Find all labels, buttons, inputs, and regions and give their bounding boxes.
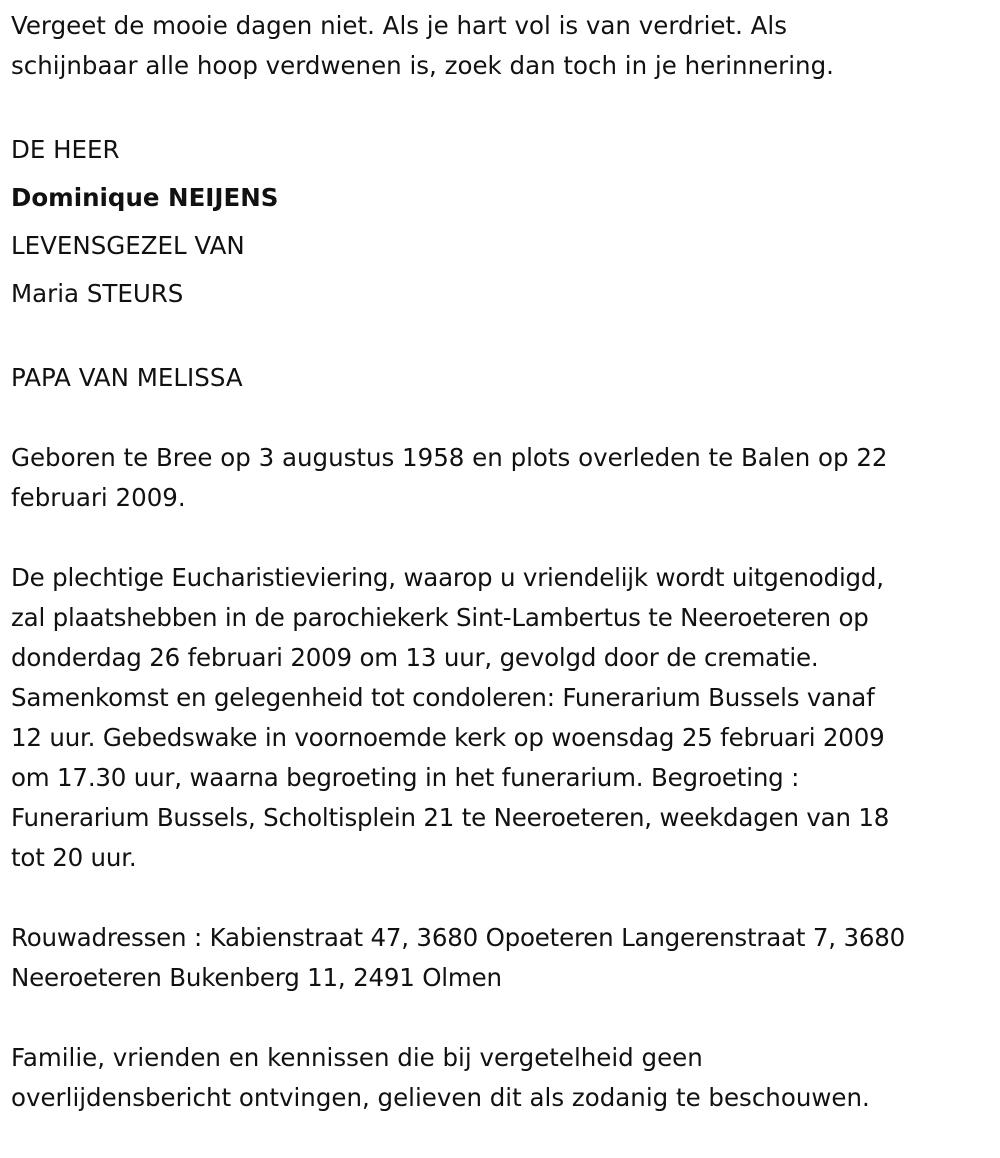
birth-death-line: februari 2009. [11, 483, 186, 512]
birth-death-paragraph [11, 438, 991, 518]
ceremony-line: 12 uur. Gebedswake in voornoemde kerk op woensdag 25 februari 2009 [11, 723, 885, 752]
closing-paragraph [11, 1038, 991, 1118]
addresses-line: Neeroeteren Bukenberg 11, 2491 Olmen [11, 963, 502, 992]
partner-name: Maria STEURS [11, 279, 184, 308]
ceremony-line: zal plaatshebben in de parochiekerk Sint-Lambertus te Neeroeteren op [11, 603, 869, 632]
ceremony-line: donderdag 26 februari 2009 om 13 uur, gevolgd door de crematie. [11, 643, 819, 672]
parent-of-text: PAPA VAN MELISSA [11, 363, 243, 392]
addresses-paragraph [11, 918, 991, 998]
deceased-block [11, 126, 991, 318]
deceased-title: DE HEER [11, 135, 120, 164]
ceremony-line: tot 20 uur. [11, 843, 137, 872]
addresses-line: Rouwadressen : Kabienstraat 47, 3680 Opoeteren Langerenstraat 7, 3680 [11, 923, 906, 952]
ceremony-line: Samenkomst en gelegenheid tot condoleren: Funerarium Bussels vanaf [11, 683, 875, 712]
ceremony-line: De plechtige Eucharistieviering, waarop u vriendelijk wordt uitgenodigd, [11, 563, 884, 592]
parent-of-line [11, 358, 991, 398]
birth-death-line: Geboren te Bree op 3 augustus 1958 en plots overleden te Balen op 22 [11, 443, 888, 472]
closing-line: Familie, vrienden en kennissen die bij vergetelheid geen [11, 1043, 703, 1072]
closing-line: overlijdensbericht ontvingen, gelieven dit als zodanig te beschouwen. [11, 1083, 870, 1112]
poem-line: Vergeet de mooie dagen niet. Als je hart vol is van verdriet. Als [11, 11, 787, 40]
ceremony-line: Funerarium Bussels, Scholtisplein 21 te Neeroeteren, weekdagen van 18 [11, 803, 890, 832]
poem-line: schijnbaar alle hoop verdwenen is, zoek dan toch in je herinnering. [11, 51, 834, 80]
ceremony-paragraph [11, 558, 991, 878]
poem-paragraph [11, 6, 991, 86]
relation-label: LEVENSGEZEL VAN [11, 231, 245, 260]
ceremony-line: om 17.30 uur, waarna begroeting in het funerarium. Begroeting : [11, 763, 800, 792]
deceased-name: Dominique NEIJENS [11, 183, 279, 212]
obituary-document [11, 6, 991, 1158]
